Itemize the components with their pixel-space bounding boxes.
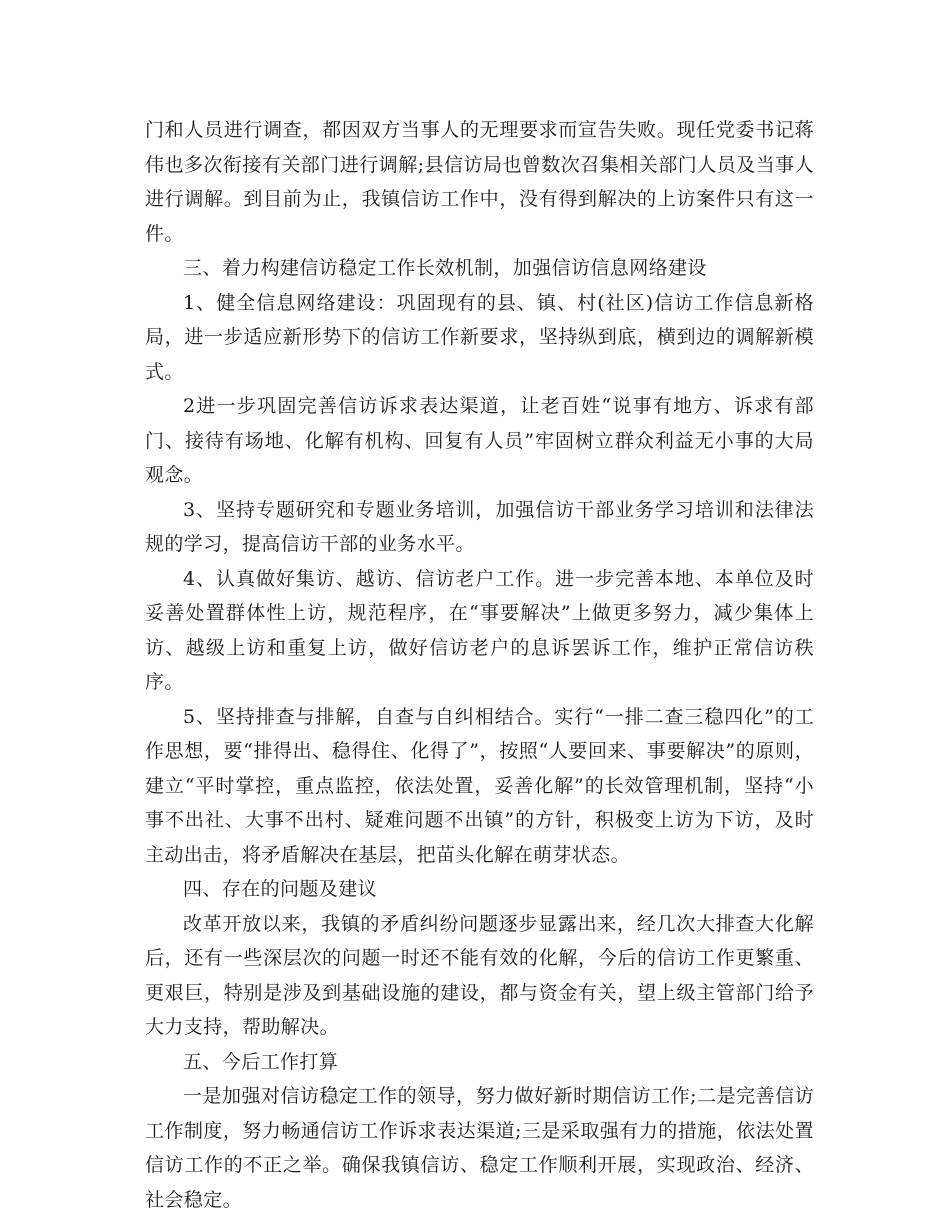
paragraph-item-5: 5、坚持排查与排解，自查与自纠相结合。实行“一排二查三稳四化”的工作思想，要“排得出、稳得住、化得了”，按照“人要回来、事要解决”的原则，建立“平时掌控，重点监控，依法处置，妥善化解”的长效管理机制，坚持“小事不出社、大事不出村、疑难问题不出镇”的方针，积极变上访为下访，及时主动出击，将矛盾解决在基层，把苗头化解在萌芽状态。 <box>145 705 814 866</box>
document-body <box>145 113 814 1217</box>
section-heading-4: 四、存在的问题及建议 <box>183 878 378 900</box>
paragraph-problems: 改革开放以来，我镇的矛盾纠纷问题逐步显露出来，经几次大排查大化解后，还有一些深层次的问题一时还不能有效的化解，今后的信访工作更繁重、更艰巨，特别是涉及到基础设施的建设，都与资金有关，望上级主管部门给予大力支持，帮助解决。 <box>145 912 814 1038</box>
paragraph-item-3: 3、坚持专题研究和专题业务培训，加强信访干部业务学习培训和法律法规的学习，提高信访干部的业务水平。 <box>145 498 814 555</box>
section-heading-3: 三、着力构建信访稳定工作长效机制，加强信访信息网络建设 <box>183 257 707 279</box>
section-heading-5: 五、今后工作打算 <box>183 1050 339 1073</box>
paragraph-item-1: 1、健全信息网络建设：巩固现有的县、镇、村(社区)信访工作信息新格局，进一步适应新形势下的信访工作新要求，坚持纵到底，横到边的调解新模式。 <box>145 291 814 383</box>
paragraph-item-4: 4、认真做好集访、越访、信访老户工作。进一步完善本地、本单位及时妥善处置群体性上访，规范程序，在“事要解决”上做更多努力，减少集体上访、越级上访和重复上访，做好信访老户的息诉罢诉工作，维护正常信访秩序。 <box>145 567 814 693</box>
paragraph-plans: 一是加强对信访稳定工作的领导，努力做好新时期信访工作;二是完善信访工作制度，努力畅通信访工作诉求表达渠道;三是采取强有力的措施，依法处置信访工作的不正之举。确保我镇信访、稳定工作顺利开展，实现政治、经济、社会稳定。 <box>145 1085 814 1211</box>
paragraph-item-2: 2进一步巩固完善信访诉求表达渠道，让老百姓“说事有地方、诉求有部门、接待有场地、化解有机构、回复有人员”牢固树立群众利益无小事的大局观念。 <box>145 395 814 486</box>
paragraph-1: 门和人员进行调查，都因双方当事人的无理要求而宣告失败。现任党委书记蒋伟也多次衔接有关部门进行调解;县信访局也曾数次召集相关部门人员及当事人进行调解。到目前为止，我镇信访工作中，没有得到解决的上访案件只有这一件。 <box>145 119 814 245</box>
